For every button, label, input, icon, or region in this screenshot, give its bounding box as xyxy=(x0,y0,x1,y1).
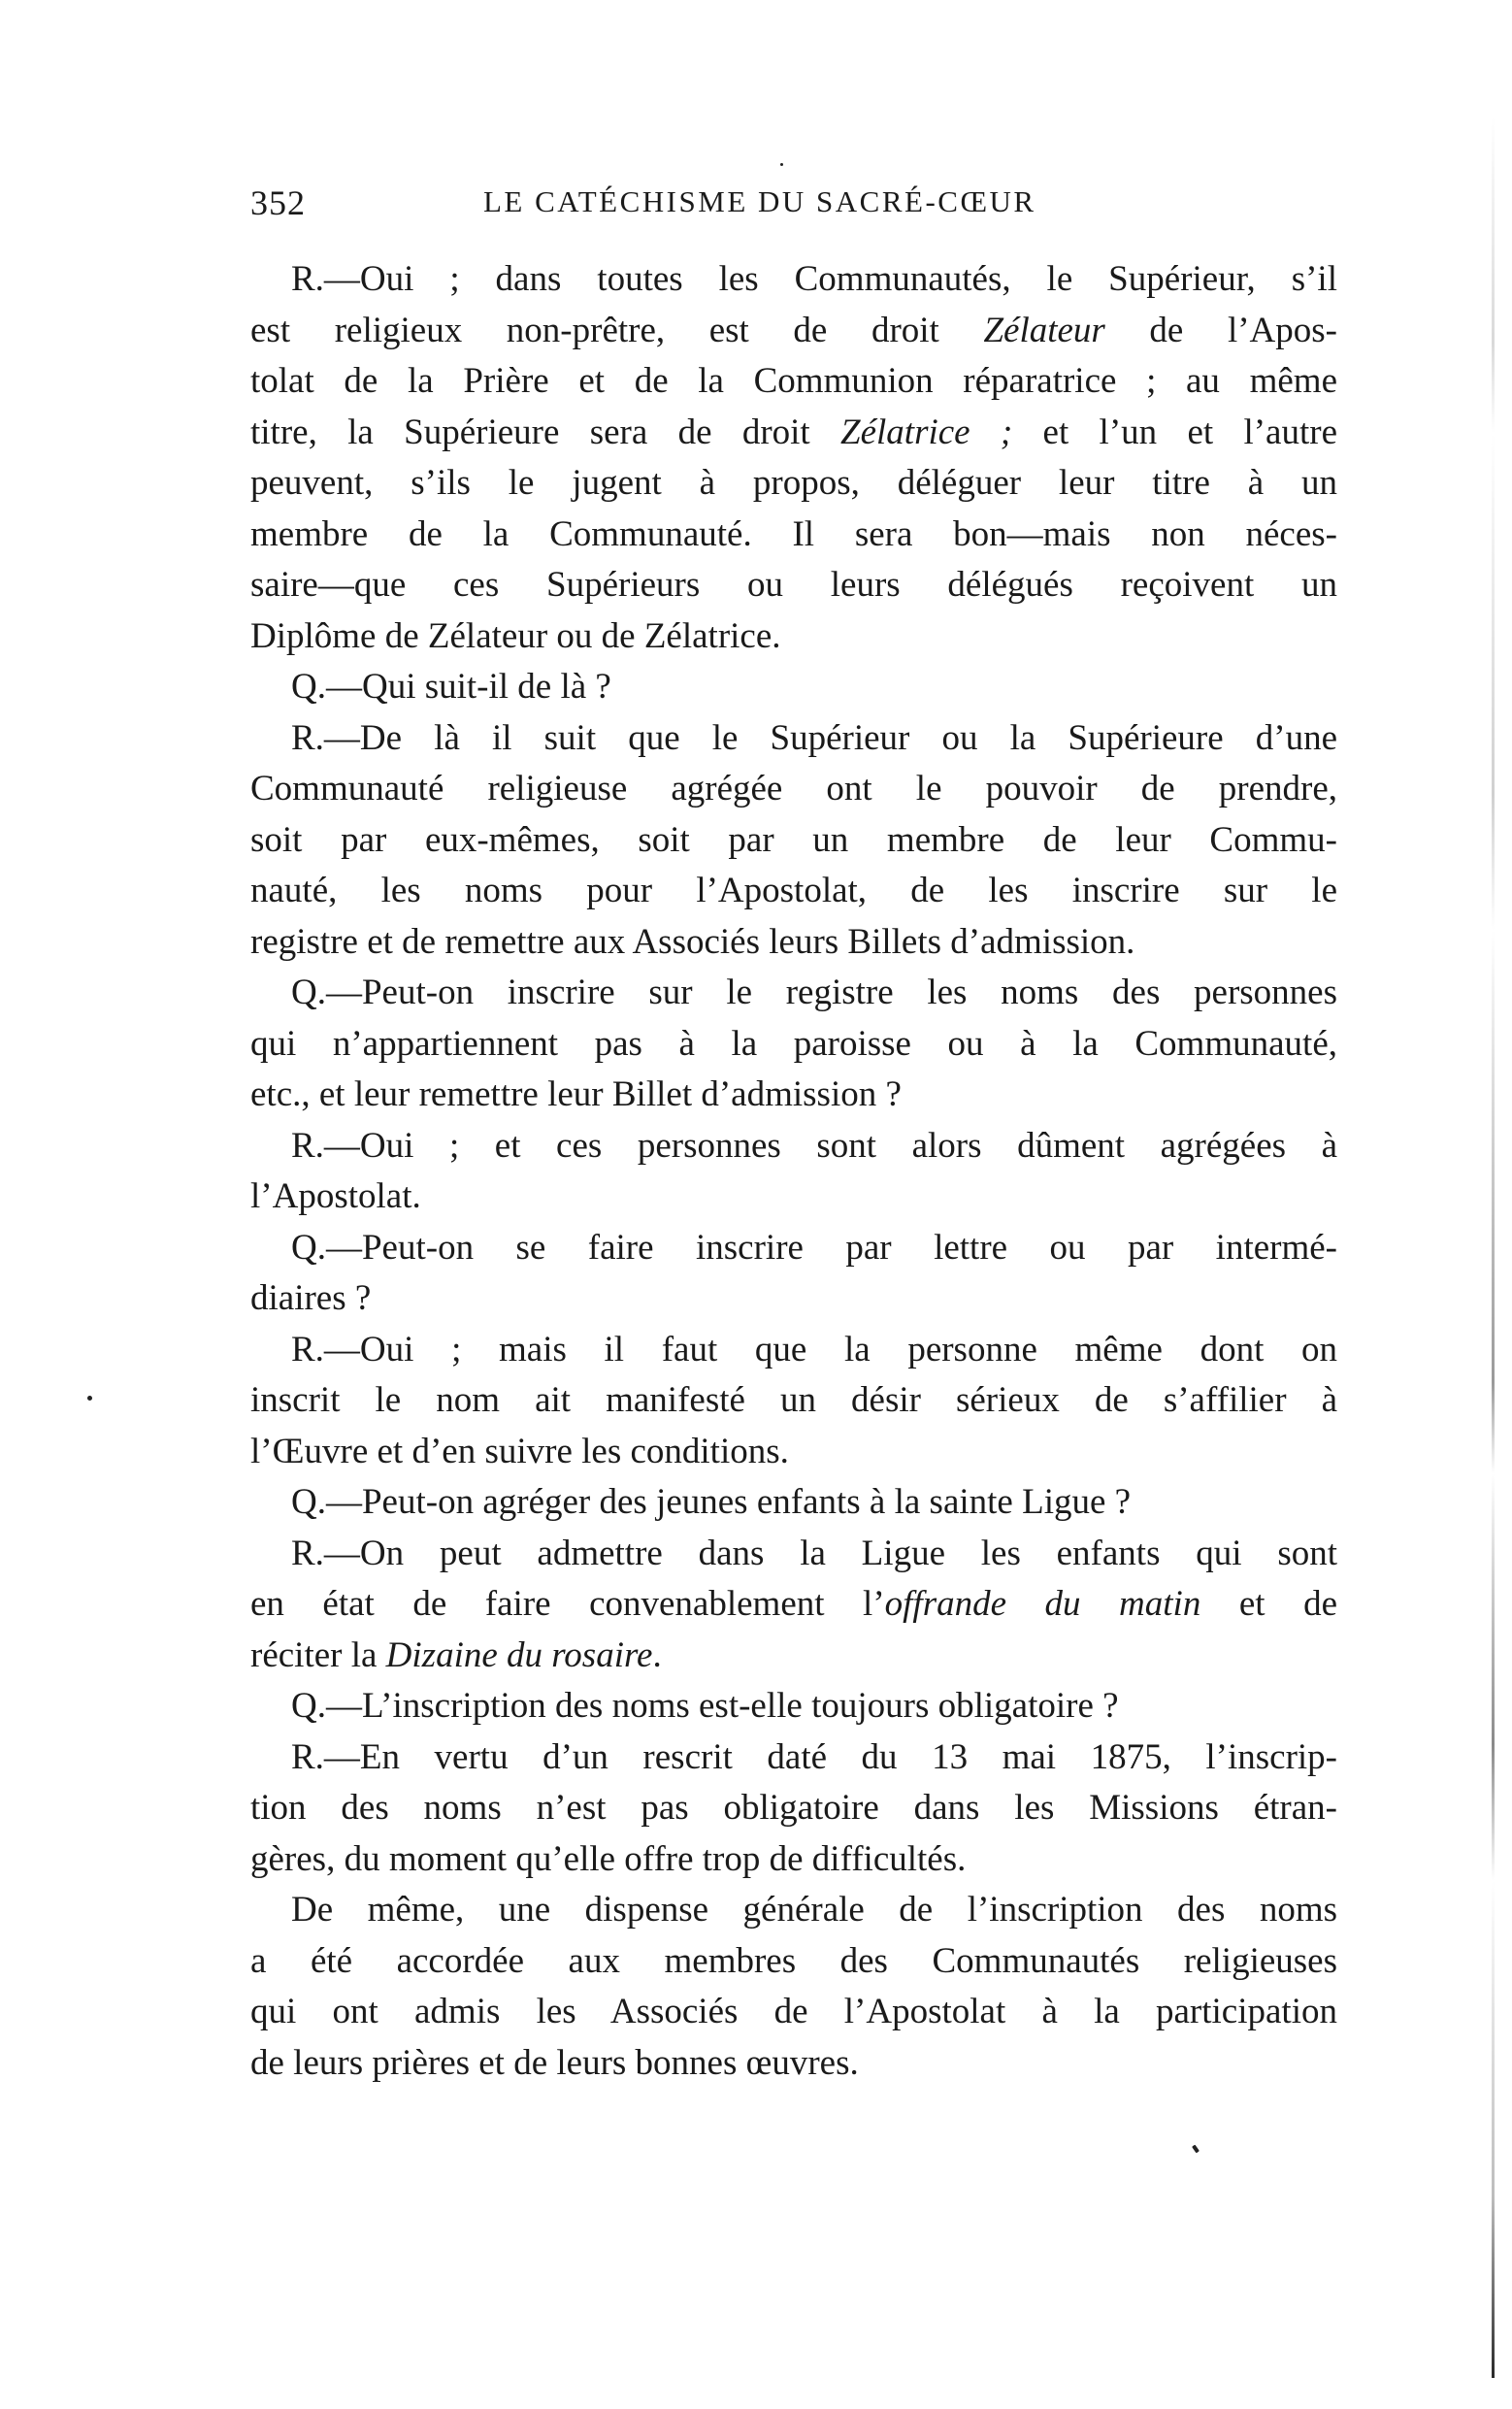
text-line: Diplôme de Zélateur ou de Zélatrice. xyxy=(250,615,781,656)
text-line: R.—Oui ; dans toutes les Communautés, le Supérieur, s’il xyxy=(291,259,1337,299)
ink-speck xyxy=(1192,2145,1200,2154)
page-number: 352 xyxy=(250,183,306,222)
italic-text: Zélatrice ; xyxy=(840,412,1013,452)
paragraph xyxy=(250,1681,1337,1732)
text-line: R.—Oui ; mais il faut que la personne même dont on xyxy=(291,1329,1337,1370)
text-line: qui ont admis les Associés de l’Apostolat à la participation xyxy=(250,1992,1337,2031)
text-line: registre et de remettre aux Associés leurs Billets d’admission. xyxy=(250,921,1135,962)
paragraph xyxy=(250,713,1337,969)
text-line: titre, la Supérieure sera de droit Zélatrice ; et l’un et l’autre xyxy=(250,412,1338,452)
ink-speck xyxy=(87,1396,92,1401)
text-line: R.—De là il suit que le Supérieur ou la Supérieure d’une xyxy=(291,717,1337,758)
italic-text: Dizaine du rosaire xyxy=(385,1634,653,1675)
text-line: R.—On peut admettre dans la Ligue les enfants qui sont xyxy=(291,1533,1337,1573)
text-line: de leurs prières et de leurs bonnes œuvres. xyxy=(250,2042,859,2083)
text-line: soit par eux-mêmes, soit par un membre de leur Commu- xyxy=(250,819,1337,860)
text-line: a été accordée aux membres des Communautés religieuses xyxy=(250,1940,1337,1981)
text-line: R.—Oui ; et ces personnes sont alors dûment agrégées à xyxy=(291,1125,1337,1166)
text-line: gères, du moment qu’elle offre trop de difficultés. xyxy=(250,1838,967,1879)
paragraph xyxy=(250,1732,1337,1886)
text-line: tolat de la Prière et de la Communion réparatrice ; au même xyxy=(250,361,1337,401)
text-line: Q.—Peut-on agréger des jeunes enfants à la sainte Ligue ? xyxy=(291,1482,1132,1522)
text-line: De même, une dispense générale de l’inscription des noms xyxy=(291,1890,1337,1930)
body-text xyxy=(250,254,1337,2089)
text-line: diaires ? xyxy=(250,1278,372,1318)
paragraph xyxy=(250,662,1337,713)
text-line: nauté, les noms pour l’Apostolat, de les inscrire sur le xyxy=(250,871,1337,910)
paragraph xyxy=(250,1529,1337,1682)
text-line: qui n’appartiennent pas à la paroisse ou à la Communauté, xyxy=(250,1023,1337,1064)
text-line: inscrit le nom ait manifesté un désir sérieux de s’affilier à xyxy=(250,1380,1337,1420)
paragraph xyxy=(250,1121,1337,1223)
text-line: est religieux non-prêtre, est de droit Zélateur de l’Apos- xyxy=(250,310,1337,350)
paragraph xyxy=(250,1477,1337,1529)
text-line: l’Apostolat. xyxy=(250,1176,421,1216)
italic-text: offrande du matin xyxy=(884,1584,1201,1624)
text-line: peuvent, s’ils le jugent à propos, déléguer leur titre à un xyxy=(250,463,1337,503)
paragraph xyxy=(250,1325,1337,1478)
text-line: membre de la Communauté. Il sera bon—mais non néces- xyxy=(250,513,1337,554)
text-line: Q.—Qui suit-il de là ? xyxy=(291,667,611,707)
ink-speck xyxy=(780,163,783,166)
running-title: LE CATÉCHISME DU SACRÉ-CŒUR xyxy=(483,184,1036,218)
text-line: en état de faire convenablement l’offrande du matin et de xyxy=(250,1584,1337,1624)
text-line: Communauté religieuse agrégée ont le pouvoir de prendre, xyxy=(250,769,1337,808)
text-line: l’Œuvre et d’en suivre les conditions. xyxy=(250,1431,789,1471)
page-header xyxy=(250,182,1337,241)
text-line: saire—que ces Supérieurs ou leurs délégués reçoivent un xyxy=(250,565,1337,605)
text-line: réciter la Dizaine du rosaire. xyxy=(250,1634,662,1675)
text-line: Q.—Peut-on inscrire sur le registre les noms des personnes xyxy=(291,973,1337,1012)
paragraph xyxy=(250,254,1337,662)
paragraph xyxy=(250,968,1337,1121)
paragraph xyxy=(250,1885,1337,2089)
text-line: Q.—Peut-on se faire inscrire par lettre ou par intermé- xyxy=(291,1227,1337,1268)
page-binding-edge xyxy=(1492,116,1495,2378)
text-line: etc., et leur remettre leur Billet d’admission ? xyxy=(250,1074,902,1114)
italic-text: Zélateur xyxy=(983,310,1105,350)
text-line: tion des noms n’est pas obligatoire dans les Missions étran- xyxy=(250,1788,1337,1828)
paragraph xyxy=(250,1223,1337,1325)
text-line: Q.—L’inscription des noms est-elle toujours obligatoire ? xyxy=(291,1686,1119,1726)
text-line: R.—En vertu d’un rescrit daté du 13 mai 1875, l’inscrip- xyxy=(291,1736,1337,1777)
